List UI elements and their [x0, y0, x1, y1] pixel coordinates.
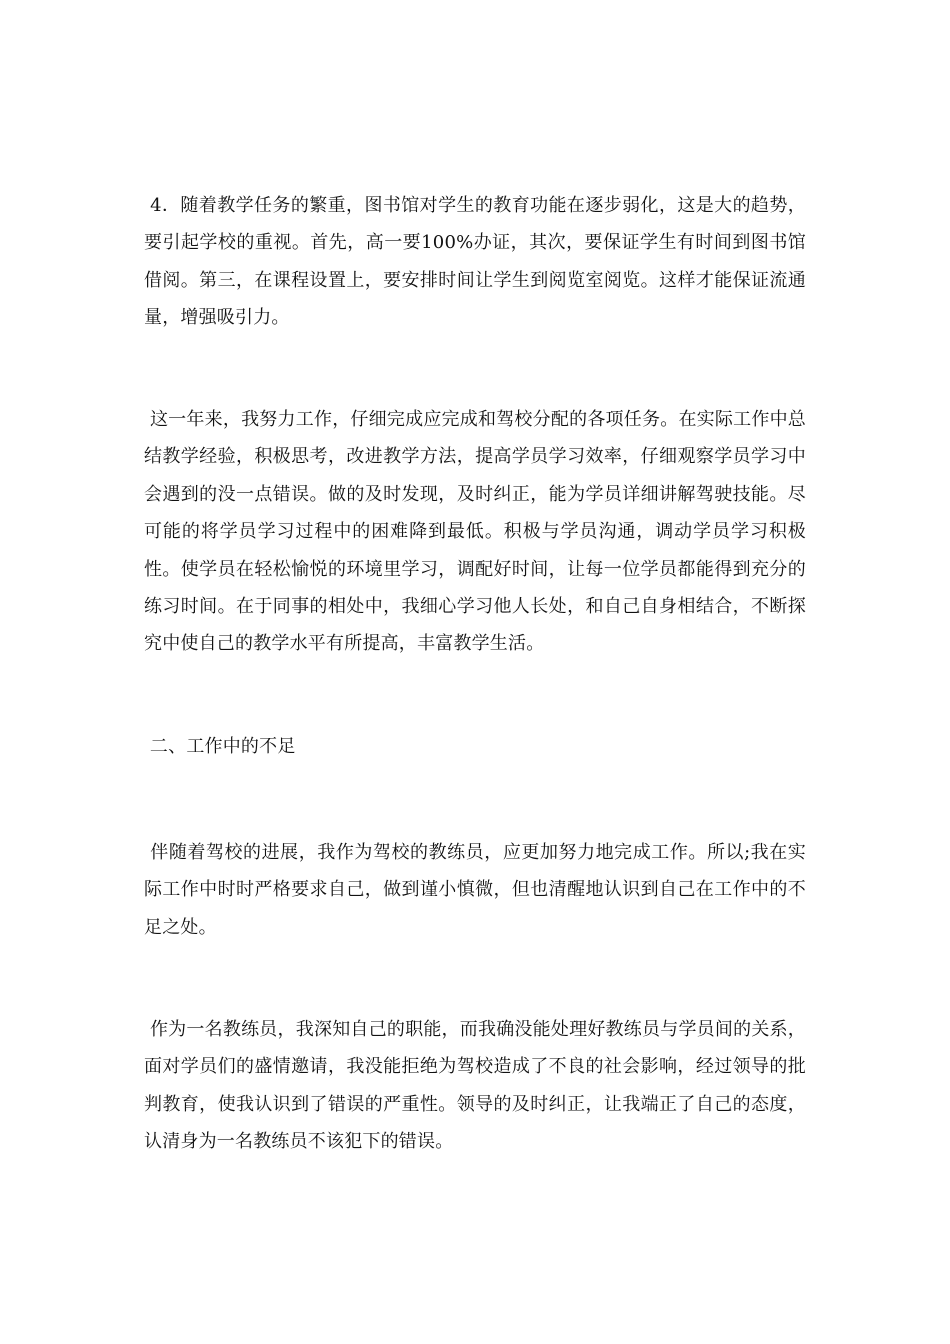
section-heading-shortcomings: 二、工作中的不足 — [144, 736, 296, 757]
paragraph-coach-relationship: 作为一名教练员，我深知自己的职能，而我确没能处理好教练员与学员间的关系，面对学员们的盛情邀请，我没能拒绝为驾校造成了不良的社会影响，经过领导的批判教育，使我认识到了错误的严重性。领导的及时纠正，让我端正了自己的态度，认清身为一名教练员不该犯下的错误。 — [144, 1019, 806, 1153]
paragraph-year-review: 这一年来，我努力工作，仔细完成应完成和驾校分配的各项任务。在实际工作中总结教学经验，积极思考，改进教学方法，提高学员学习效率，仔细观察学员学习中会遇到的没一点错误。做的及时发现，及时纠正，能为学员详细讲解驾驶技能。尽可能的将学员学习过程中的困难降到最低。积极与学员沟通，调动学员学习积极性。使学员在轻松愉悦的环境里学习，调配好时间，让每一位学员都能得到充分的练习时间。在于同事的相处中，我细心学习他人长处，和自己自身相结合，不断探究中使自己的教学水平有所提高，丰富教学生活。 — [144, 409, 806, 655]
paragraph-self-requirements: 伴随着驾校的进展，我作为驾校的教练员，应更加努力地完成工作。所以;我在实际工作中时时严格要求自己，做到谨小慎微，但也清醒地认识到自己在工作中的不足之处。 — [144, 842, 806, 938]
paragraph-library-function: 4．随着教学任务的繁重，图书馆对学生的教育功能在逐步弱化，这是大的趋势，要引起学校的重视。首先，高一要100%办证，其次，要保证学生有时间到图书馆借阅。第三，在课程设置上，要安排时间让学生到阅览室阅览。这样才能保证流通量，增强吸引力。 — [144, 195, 807, 329]
